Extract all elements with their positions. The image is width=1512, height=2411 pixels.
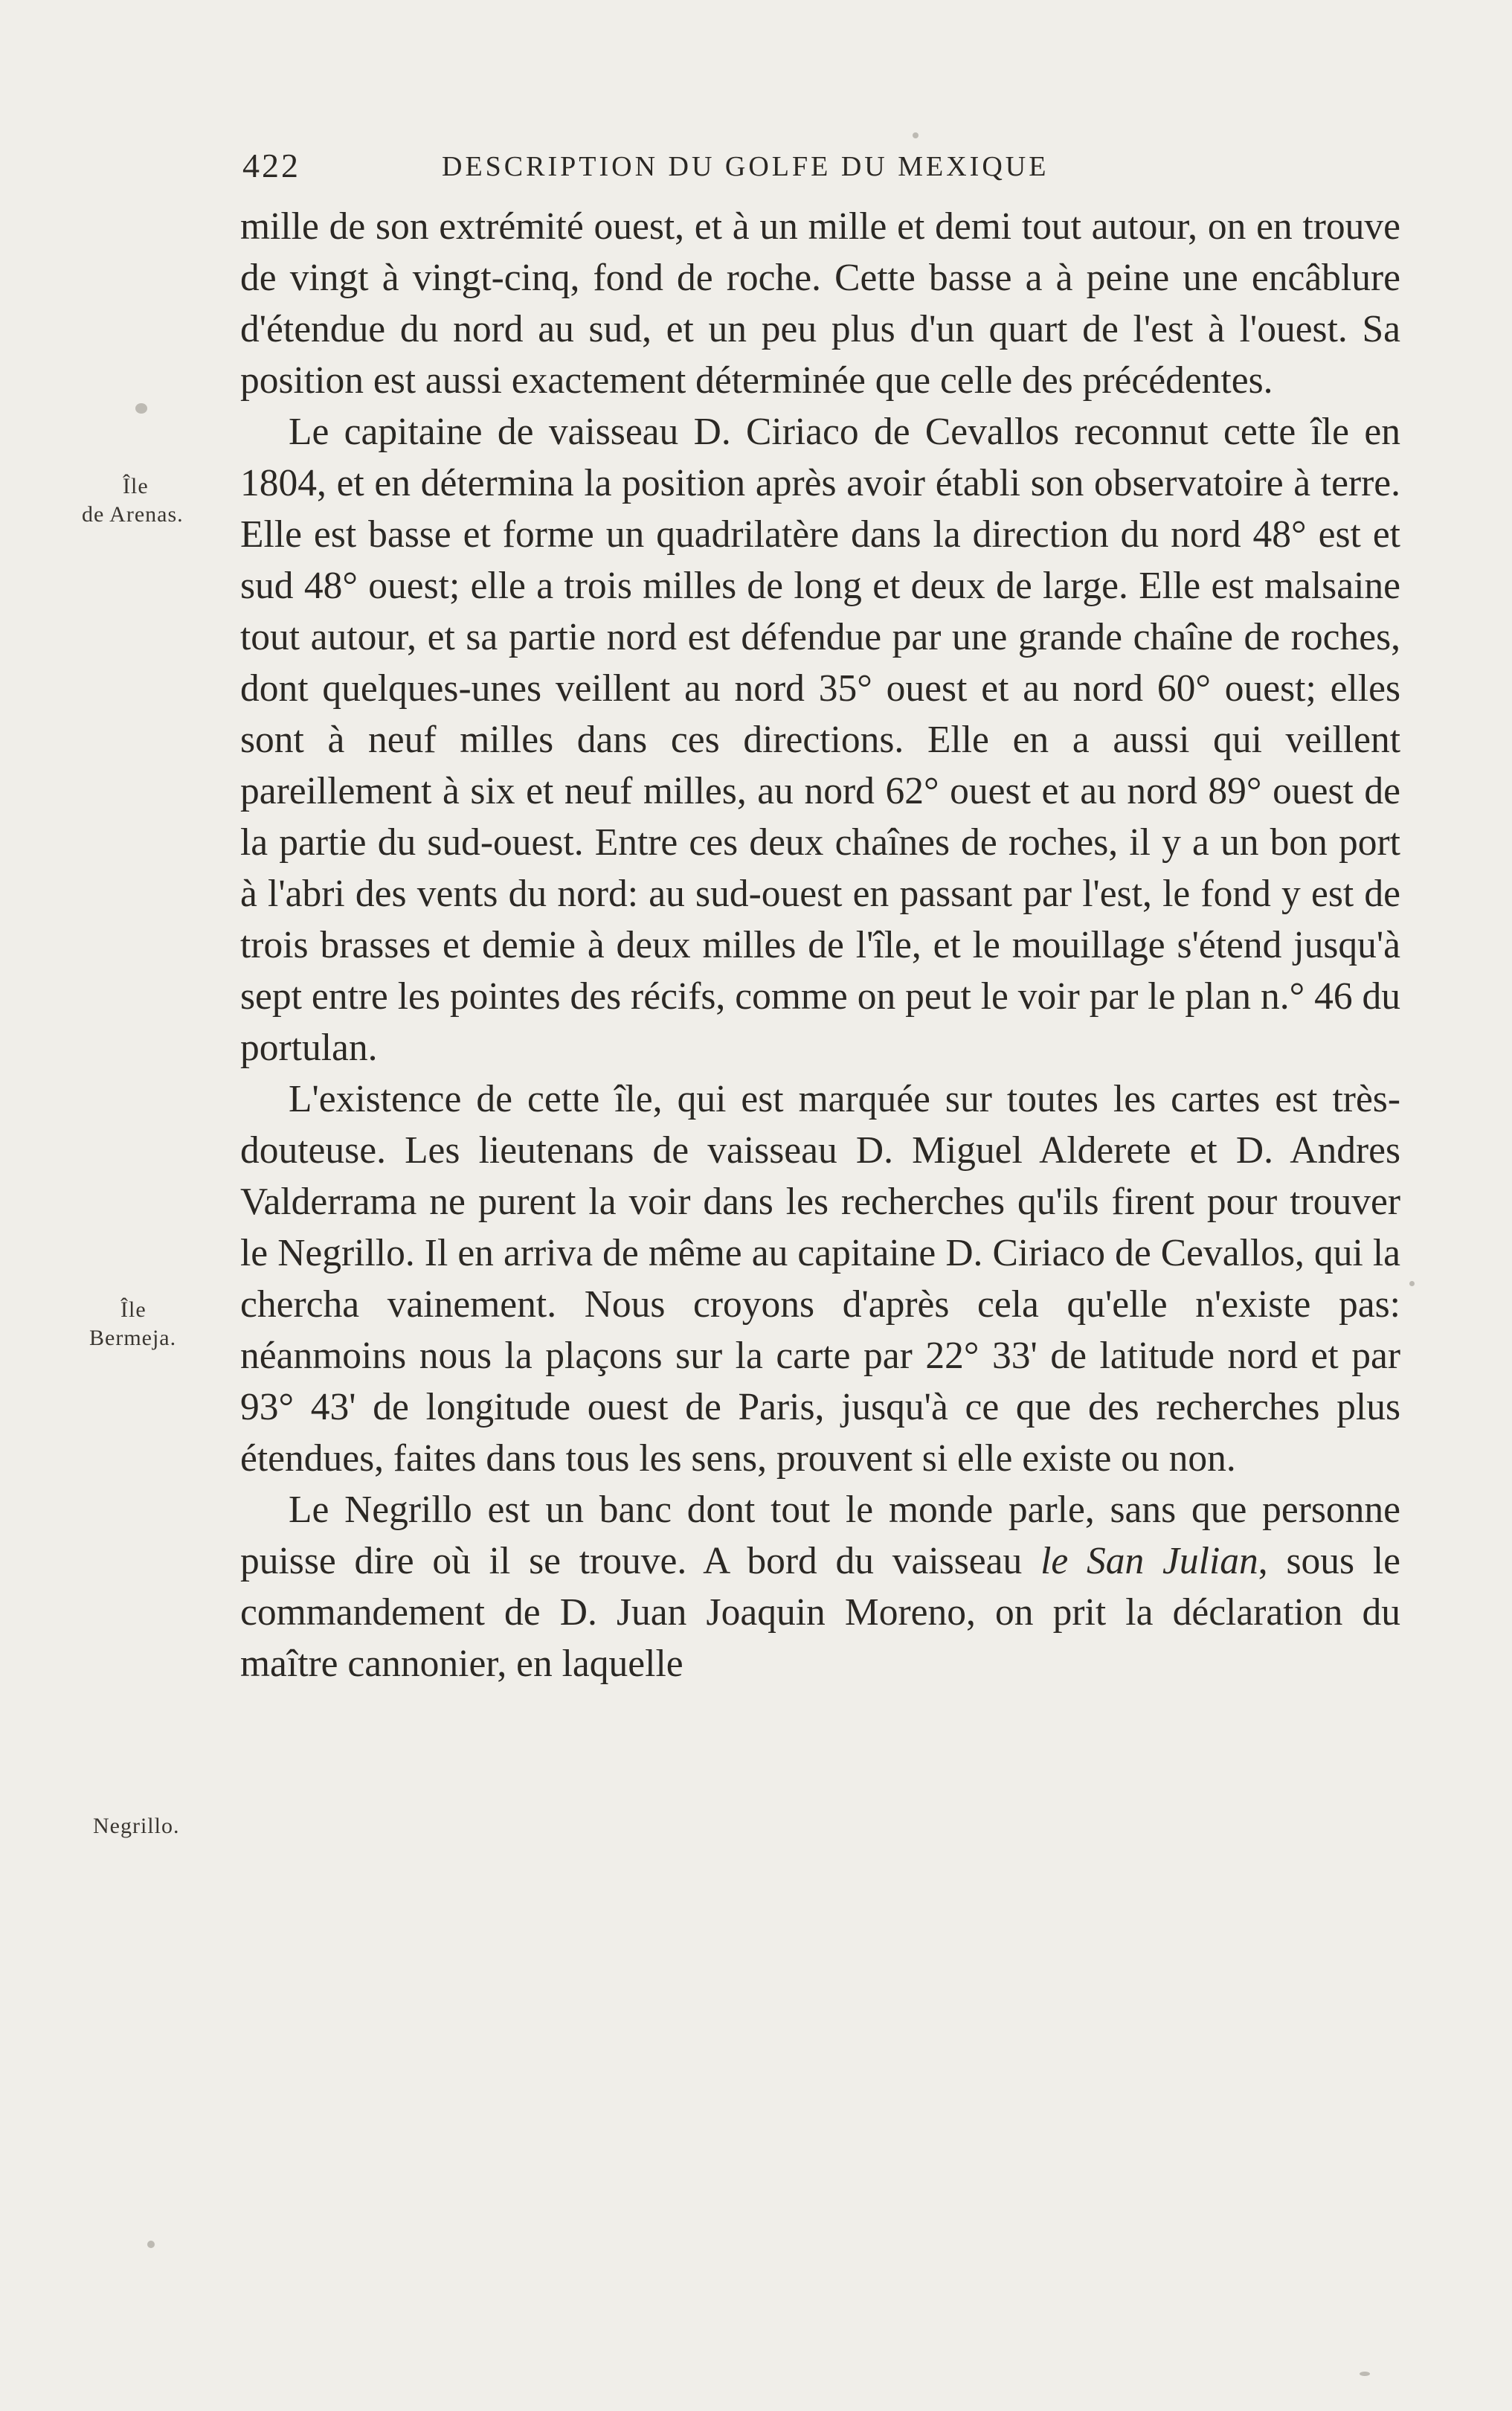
- margin-note-ile-de-arenas: [82, 472, 216, 529]
- paragraph-text: , sous le commandement de D. Juan Joaquin Moreno, on prit la déclaration du maître cannonier, en laquelle: [240, 1540, 1401, 1685]
- paragraph-ile-bermeja: L'existence de cette île, qui est marquée sur toutes les cartes est très-douteuse. Les lieutenans de vaisseau D. Miguel Alderete et D. Andres Valderrama ne purent la voir dans les recherches qu'ils firent pour trouver le Negrillo. Il en arriva de même au capitaine D. Ciriaco de Cevallos, qui la chercha vainement. Nous croyons d'après cela qu'elle n'existe pas: néanmoins nous la plaçons sur la carte par 22° 33' de latitude nord et par 93° 43' de longitude ouest de Paris, jusqu'à ce que des recherches plus étendues, faites dans tous les sens, prouvent si elle existe ou non.: [240, 1078, 1400, 1480]
- body-text: [240, 201, 1400, 1689]
- page-number: 422: [242, 147, 300, 184]
- paper-speck: [135, 403, 147, 414]
- paper-speck: [1409, 1281, 1415, 1286]
- margin-note-line: de Arenas.: [82, 502, 184, 527]
- paragraph-continuation: mille de son extrémité ouest, et à un mille et demi tout autour, on en trouve de vingt à vingt-cinq, fond de roche. Cette basse a à peine une encâblure d'étendue du nord au sud, et un peu plus d'un quart de l'est à l'ouest. Sa position est aussi exactement déterminée que celle des précédentes.: [240, 205, 1400, 402]
- paragraph-text: Le Negrillo est un banc dont tout le monde parle, sans que personne puisse dire où il se trouve. A bord du vaisseau: [240, 1489, 1400, 1582]
- margin-note-line: Bermeja.: [89, 1326, 177, 1350]
- paper-speck: [913, 132, 919, 138]
- page-header: [242, 146, 1209, 198]
- paragraph-negrillo: [240, 1484, 1400, 1689]
- margin-note-ile-bermeja: [89, 1296, 223, 1352]
- margin-note-line: Negrillo.: [93, 1814, 180, 1838]
- margin-note-negrillo: [93, 1812, 242, 1840]
- ship-name: le San Julian: [1040, 1540, 1258, 1582]
- paragraph-ile-de-arenas: Le capitaine de vaisseau D. Ciriaco de Cevallos reconnut cette île en 1804, et en détermina la position après avoir établi son observatoire à terre. Elle est basse et forme un quadrilatère dans la direction du nord 48° est et sud 48° ouest; elle a trois milles de long et deux de large. Elle est malsaine tout autour, et sa partie nord est défendue par une grande chaîne de roches, dont quelques-unes veillent au nord 35° ouest et au nord 60° ouest; elles sont à neuf milles dans ces directions. Elle en a aussi qui veillent pareillement à six et neuf milles, au nord 62° ouest et au nord 89° ouest de la partie du sud-ouest. Entre ces deux chaînes de roches, il y a un bon port à l'abri des vents du nord: au sud-ouest en passant par l'est, le fond y est de trois brasses et demie à deux milles de l'île, et le mouillage s'étend jusqu'à sept entre les pointes des récifs, comme on peut le voir par le plan n.° 46 du portulan.: [240, 411, 1400, 1069]
- margin-note-line: Île: [120, 1297, 147, 1322]
- paper-speck: [147, 2241, 155, 2248]
- paper-speck: [1360, 2372, 1370, 2376]
- margin-note-line: Île: [123, 474, 149, 498]
- running-title: DESCRIPTION DU GOLFE DU MEXIQUE: [442, 151, 1049, 182]
